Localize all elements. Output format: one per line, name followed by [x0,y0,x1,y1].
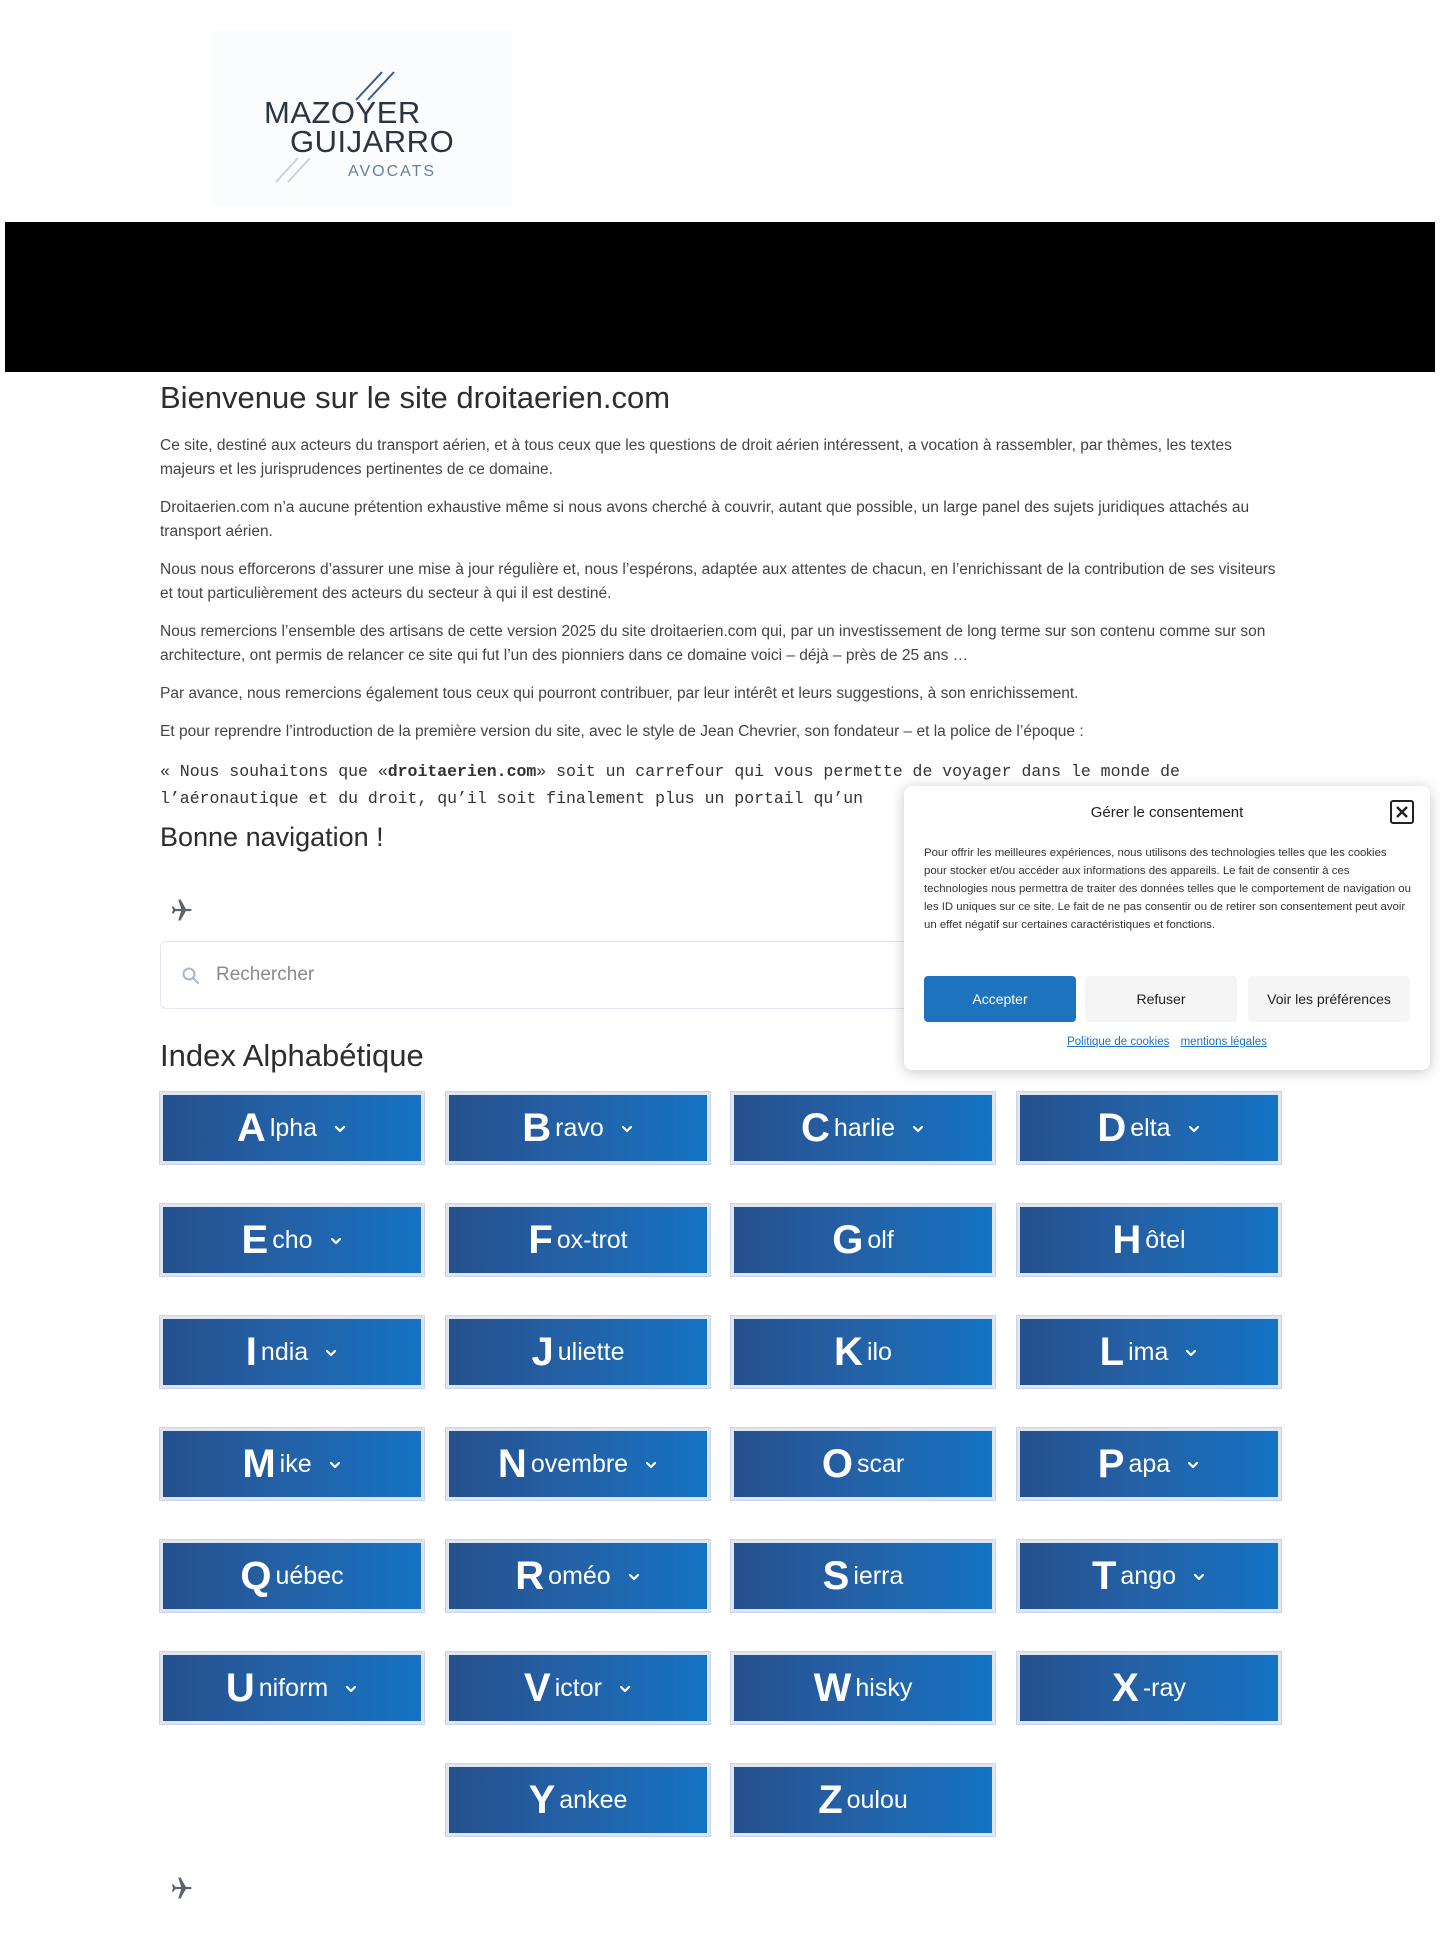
index-letter-button[interactable] [160,1652,424,1724]
index-letter-button[interactable] [731,1316,995,1388]
plane-icon [166,896,194,924]
refuse-button[interactable]: Refuser [1085,976,1237,1022]
logo-text-mazoyer: MAZOYER [264,95,421,130]
index-letter-button[interactable] [446,1764,710,1836]
preferences-button[interactable]: Voir les préférences [1248,976,1410,1022]
index-letter-label: ankee [559,1785,628,1814]
chevron-down-icon [627,1570,641,1584]
chevron-down-icon [618,1682,632,1696]
index-letter-button[interactable] [1017,1316,1281,1388]
quote-start: « Nous souhaitons que « [160,762,388,781]
index-letter-label: ox-trot [556,1225,628,1254]
intro-paragraph: Nous nous efforcerons d’assurer une mise à jour régulière et, nous l’espérons, adaptée aux attentes de chacun, en l’enrichissant de la contribution de ses visiteurs et tout particulièrement des acteurs du secteur à qui il est destiné. [160,561,1276,602]
index-letter-button[interactable] [731,1428,995,1500]
chevron-down-icon [333,1122,347,1136]
index-letter-label: ovembre [530,1449,629,1478]
index-title: Index Alphabétique [160,1038,424,1073]
quote-end: » soit un carrefour qui vous permette de voyager dans le monde de l’aéronautique et du droit, qu’il soit finalement plus un portail qu’un [160,762,1180,808]
chevron-down-icon [329,1234,343,1248]
intro-paragraph: Droitaerien.com n’a aucune prétention exhaustive même si nous avons cherché à couvrir, autant que possible, un large panel des sujets juridiques attachés au transport aérien. [160,499,1250,540]
index-letter-initial: P [1097,1442,1125,1486]
index-letter-label: ango [1120,1561,1177,1590]
index-letter-button[interactable] [1017,1428,1281,1500]
chevron-down-icon [1186,1458,1200,1472]
consent-title: Gérer le consentement [1090,804,1244,821]
search-input[interactable] [216,942,896,1008]
index-letter-label: ike [279,1449,312,1478]
index-letter-initial: W [813,1666,852,1710]
index-letter-initial: V [524,1666,551,1710]
index-letter-label: uliette [557,1337,625,1366]
index-letter-button[interactable] [160,1092,424,1164]
chevron-down-icon [1184,1346,1198,1360]
index-letter-button[interactable] [160,1204,424,1276]
index-letter-initial: S [822,1554,850,1598]
index-letter-button[interactable] [1017,1204,1281,1276]
index-letter-label: ôtel [1145,1225,1186,1254]
index-letter-initial: X [1112,1666,1139,1710]
index-letter-label: -ray [1142,1673,1186,1702]
search-icon [181,966,201,986]
chevron-down-icon [1192,1570,1206,1584]
chevron-down-icon [324,1346,338,1360]
intro-paragraph: Et pour reprendre l’introduction de la première version du site, avec le style de Jean Chevrier, son fondateur – et la police de l’époque : [160,723,1084,740]
index-letter-initial: K [834,1330,863,1374]
chevron-down-icon [1187,1122,1201,1136]
main-content [160,380,1280,853]
index-letter-label: lpha [269,1113,318,1142]
closing-heading: Bonne navigation ! [160,822,384,852]
index-letter-initial: Q [240,1554,272,1598]
index-letter-initial: I [245,1330,257,1374]
logo-text-guijarro: GUIJARRO [290,124,455,159]
index-letter-initial: U [225,1666,255,1710]
intro-paragraph: Nous remercions l’ensemble des artisans de cette version 2025 du site droitaerien.com qui, par un investissement de long terme sur son contenu comme sur son architecture, ont permis de relancer ce site qui fut l’un des pionniers dans ce domaine voici – déjà – près de 25 ans … [160,623,1266,664]
search-box[interactable] [160,941,920,1009]
index-letter-label: ima [1128,1337,1169,1366]
index-letter-button[interactable] [1017,1652,1281,1724]
index-letter-initial: D [1097,1106,1127,1150]
index-letter-label: cho [272,1225,313,1254]
index-letter-button[interactable] [731,1092,995,1164]
index-letter-label: hisky [855,1673,913,1702]
intro-paragraph: Ce site, destiné aux acteurs du transport aérien, et à tous ceux que les questions de droit aérien intéressent, a vocation à rassembler, par thèmes, les textes majeurs et les jurisprudences pertinentes de ce domaine. [160,437,1232,478]
index-letter-initial: E [241,1218,269,1262]
index-letter-label: elta [1130,1113,1171,1142]
index-letter-label: ndia [260,1337,309,1366]
index-letter-button[interactable] [160,1540,424,1612]
index-letter-initial: C [800,1106,830,1150]
index-letter-button[interactable] [446,1540,710,1612]
index-letter-initial: O [821,1442,853,1486]
index-letter-button[interactable] [731,1204,995,1276]
index-letter-initial: Z [818,1778,843,1822]
index-letter-button[interactable] [446,1092,710,1164]
index-letter-initial: T [1091,1554,1117,1598]
index-letter-label: ierra [853,1561,904,1590]
site-logo[interactable] [212,30,512,205]
index-letter-label: ravo [555,1113,604,1142]
index-letter-label: oulou [846,1785,908,1814]
index-letter-initial: L [1099,1330,1125,1374]
consent-links [904,1036,1430,1048]
index-letter-label: harlie [833,1113,896,1142]
index-letter-initial: J [531,1330,554,1374]
index-letter-button[interactable] [446,1652,710,1724]
index-letter-button[interactable] [446,1428,710,1500]
index-letter-initial: B [522,1106,552,1150]
index-letter-label: ictor [554,1673,602,1702]
index-letter-initial: A [236,1106,266,1150]
quote-site-name: droitaerien.com [387,762,537,781]
index-letter-label: ilo [866,1337,892,1366]
index-letter-button[interactable] [160,1316,424,1388]
plane-icon [166,1874,194,1902]
index-letter-initial: H [1112,1218,1142,1262]
cookie-consent-dialog [904,786,1430,1070]
intro-paragraph: Par avance, nous remercions également tous ceux qui pourront contribuer, par leur intérêt et leurs suggestions, à son enrichissement. [160,685,1079,702]
index-letter-button[interactable] [1017,1540,1281,1612]
legal-notice-link[interactable]: mentions légales [1180,1036,1267,1048]
accept-button[interactable]: Accepter [924,976,1076,1022]
chevron-down-icon [911,1122,925,1136]
cookie-policy-link[interactable]: Politique de cookies [1067,1036,1170,1048]
page-title: Bienvenue sur le site droitaerien.com [160,380,671,415]
index-letter-label: apa [1128,1449,1171,1478]
index-letter-initial: G [832,1218,864,1262]
index-letter-button[interactable] [160,1428,424,1500]
index-letter-label: uébec [275,1561,344,1590]
chevron-down-icon [620,1122,634,1136]
consent-text: Pour offrir les meilleures expériences, nous utilisons des technologies telles que les cookies pour stocker et/ou accéder aux informations des appareils. Le fait de consentir à ces technologies nous permettra de traiter des données telles que le comportement de navigation ou les ID uniques sur ce site. Le fait de ne pas consentir ou de retirer son consentement peut avoir un effet négatif sur certaines caractéristiques et fonctions. [924,847,1411,931]
hero-banner [5,222,1435,372]
index-letter-label: oméo [548,1561,611,1590]
index-letter-initial: F [528,1218,553,1262]
index-letter-label: niform [258,1673,329,1702]
index-letter-initial: R [515,1554,545,1598]
chevron-down-icon [644,1458,658,1472]
index-letter-button[interactable] [446,1316,710,1388]
index-letter-button[interactable] [731,1540,995,1612]
index-letter-button[interactable] [731,1652,995,1724]
index-letter-button[interactable] [446,1204,710,1276]
index-letter-button[interactable] [731,1764,995,1836]
index-letter-initial: Y [528,1778,556,1822]
chevron-down-icon [344,1682,358,1696]
index-letter-button[interactable] [1017,1092,1281,1164]
logo-text-avocats: AVOCATS [348,163,437,180]
index-letter-label: scar [856,1449,905,1478]
chevron-down-icon [328,1458,342,1472]
close-icon[interactable] [1390,800,1414,824]
index-letter-initial: N [497,1442,527,1486]
index-letter-label: olf [867,1225,894,1254]
index-letter-initial: M [242,1442,276,1486]
